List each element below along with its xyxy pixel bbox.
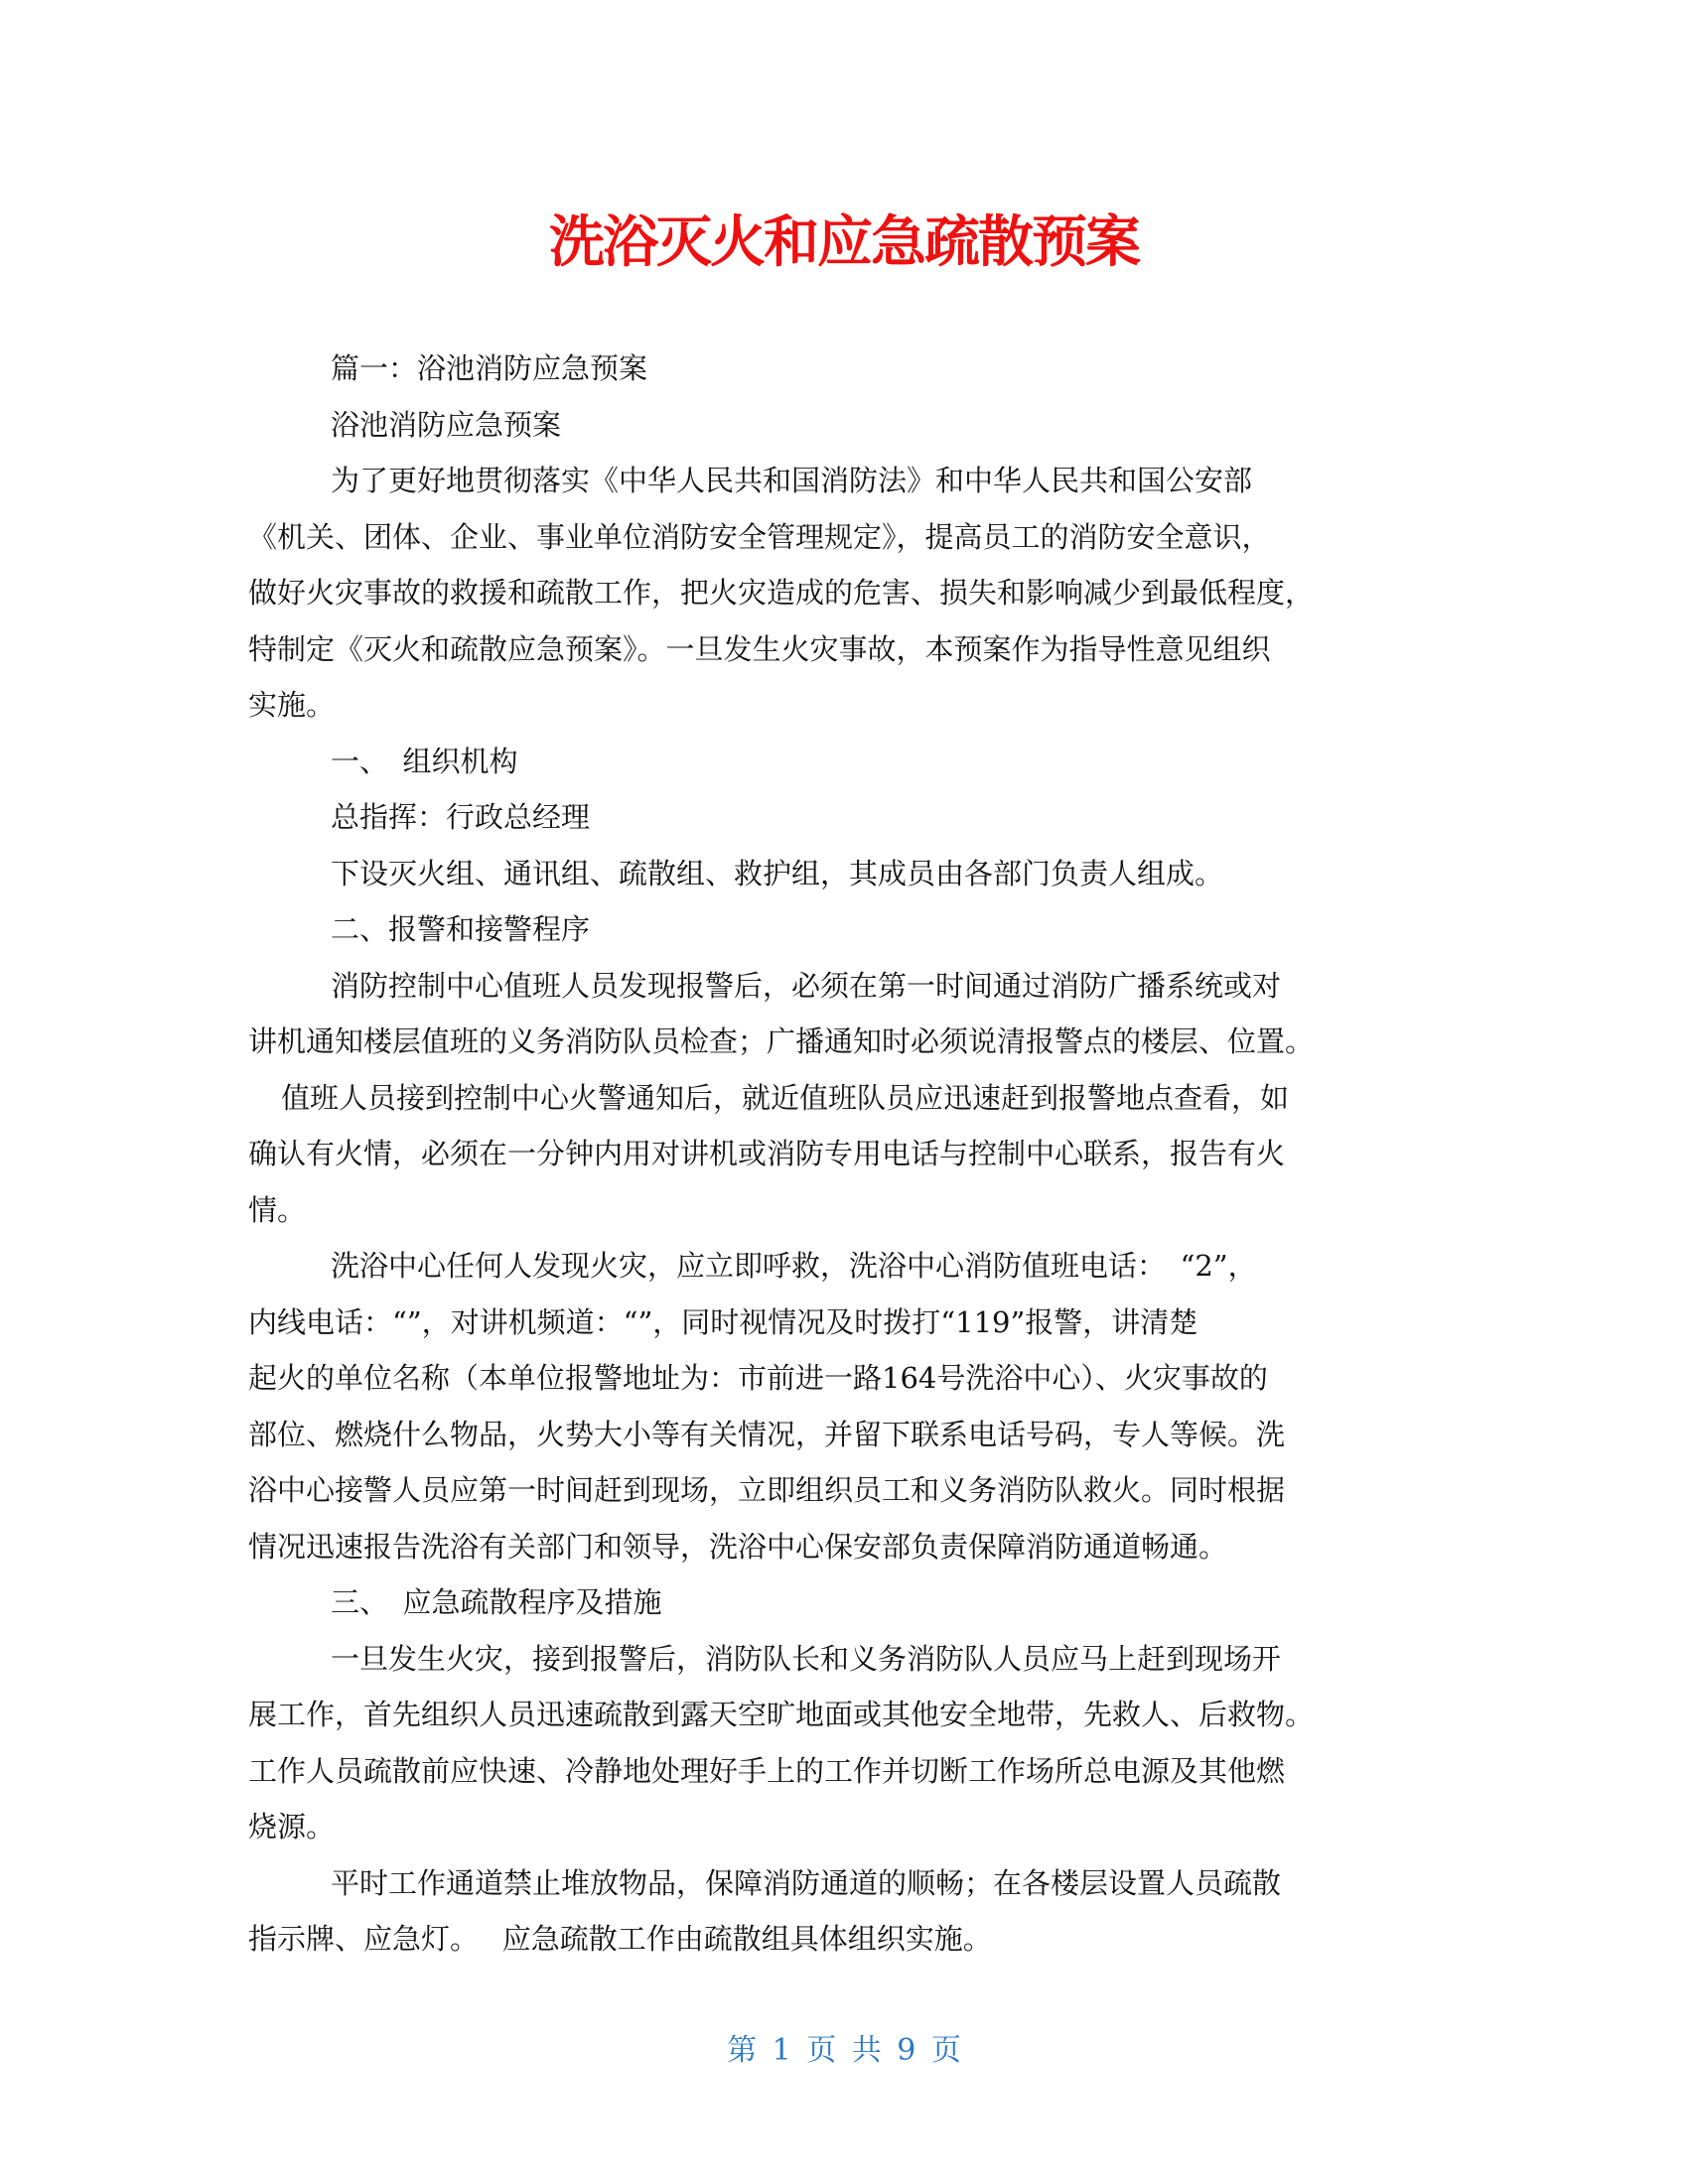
text-line: 平时工作通道禁止堆放物品，保障消防通道的顺畅；在各楼层设置人员疏散: [331, 1865, 1282, 1900]
text-line: 浴中心接警人员应第一时间赶到现场，立即组织员工和义务消防队救火。同时根据: [248, 1473, 1286, 1507]
text-line: 讲机通知楼层值班的义务消防队员检查；广播通知时必须说清报警点的楼层、位置。: [248, 1024, 1315, 1058]
text-line: 洗浴中心任何人发现火灾，应立即呼救，洗浴中心消防值班电话： “2”，: [331, 1249, 1257, 1283]
text-line: 篇一：浴池消防应急预案: [331, 351, 648, 385]
text-line: 特制定《灭火和疏散应急预案》。一旦发生火灾事故，本预案作为指导性意见组织: [248, 631, 1271, 666]
text-line: 做好火灾事故的救援和疏散工作，把火灾造成的危害、损失和影响减少到最低程度，: [248, 576, 1315, 610]
text-line: 消防控制中心值班人员发现报警后，必须在第一时间通过消防广播系统或对: [331, 968, 1282, 1003]
text-line: 一旦发生火灾，接到报警后，消防队长和义务消防队人员应马上赶到现场开: [331, 1641, 1282, 1676]
document-title: 洗浴灭火和应急疏散预案: [549, 210, 1139, 275]
text-line: 烧源。: [248, 1810, 336, 1843]
text-line: 下设灭火组、通讯组、疏散组、救护组，其成员由各部门负责人组成。: [331, 856, 1224, 890]
page-footer: 第 1 页 共 9 页: [727, 2033, 961, 2068]
text-line: 内线电话：“”，对讲机频道：“”，同时视情况及时拨打“119”报警，讲清楚: [248, 1304, 1198, 1339]
text-line: 情。: [248, 1192, 307, 1227]
text-line: 总指挥：行政总经理: [331, 800, 591, 834]
text-line: 三、 应急疏散程序及措施: [331, 1585, 662, 1619]
text-line: 展工作，首先组织人员迅速疏散到露天空旷地面或其他安全地带，先救人、后救物。: [248, 1698, 1315, 1731]
text-line: 二、报警和接警程序: [331, 912, 591, 946]
text-line: 工作人员疏散前应快速、冷静地处理好手上的工作并切断工作场所总电源及其他燃: [248, 1753, 1286, 1788]
text-line: 起火的单位名称（本单位报警地址为：市前进一路164号洗浴中心）、火灾事故的: [248, 1361, 1268, 1395]
text-line: 部位、燃烧什么物品，火势大小等有关情况，并留下联系电话号码，专人等候。洗: [248, 1417, 1286, 1451]
text-line: 一、 组织机构: [331, 744, 518, 778]
text-line: 实施。: [248, 688, 336, 722]
text-line: 值班人员接到控制中心火警通知后，就近值班队员应迅速赶到报警地点查看，如: [281, 1080, 1290, 1115]
text-line: 情况迅速报告洗浴有关部门和领导，洗浴中心保安部负责保障消防通道畅通。: [248, 1529, 1228, 1564]
document-body: [248, 341, 1470, 1968]
text-line: 为了更好地贯彻落实《中华人民共和国消防法》和中华人民共和国公安部: [331, 464, 1253, 497]
text-line: 浴池消防应急预案: [331, 407, 562, 442]
text-line: 《机关、团体、企业、事业单位消防安全管理规定》，提高员工的消防安全意识，: [248, 519, 1271, 554]
text-line: 指示牌、应急灯。 应急疏散工作由疏散组具体组织实施。: [248, 1922, 992, 1956]
text-line: 确认有火情，必须在一分钟内用对讲机或消防专用电话与控制中心联系，报告有火: [248, 1137, 1286, 1170]
